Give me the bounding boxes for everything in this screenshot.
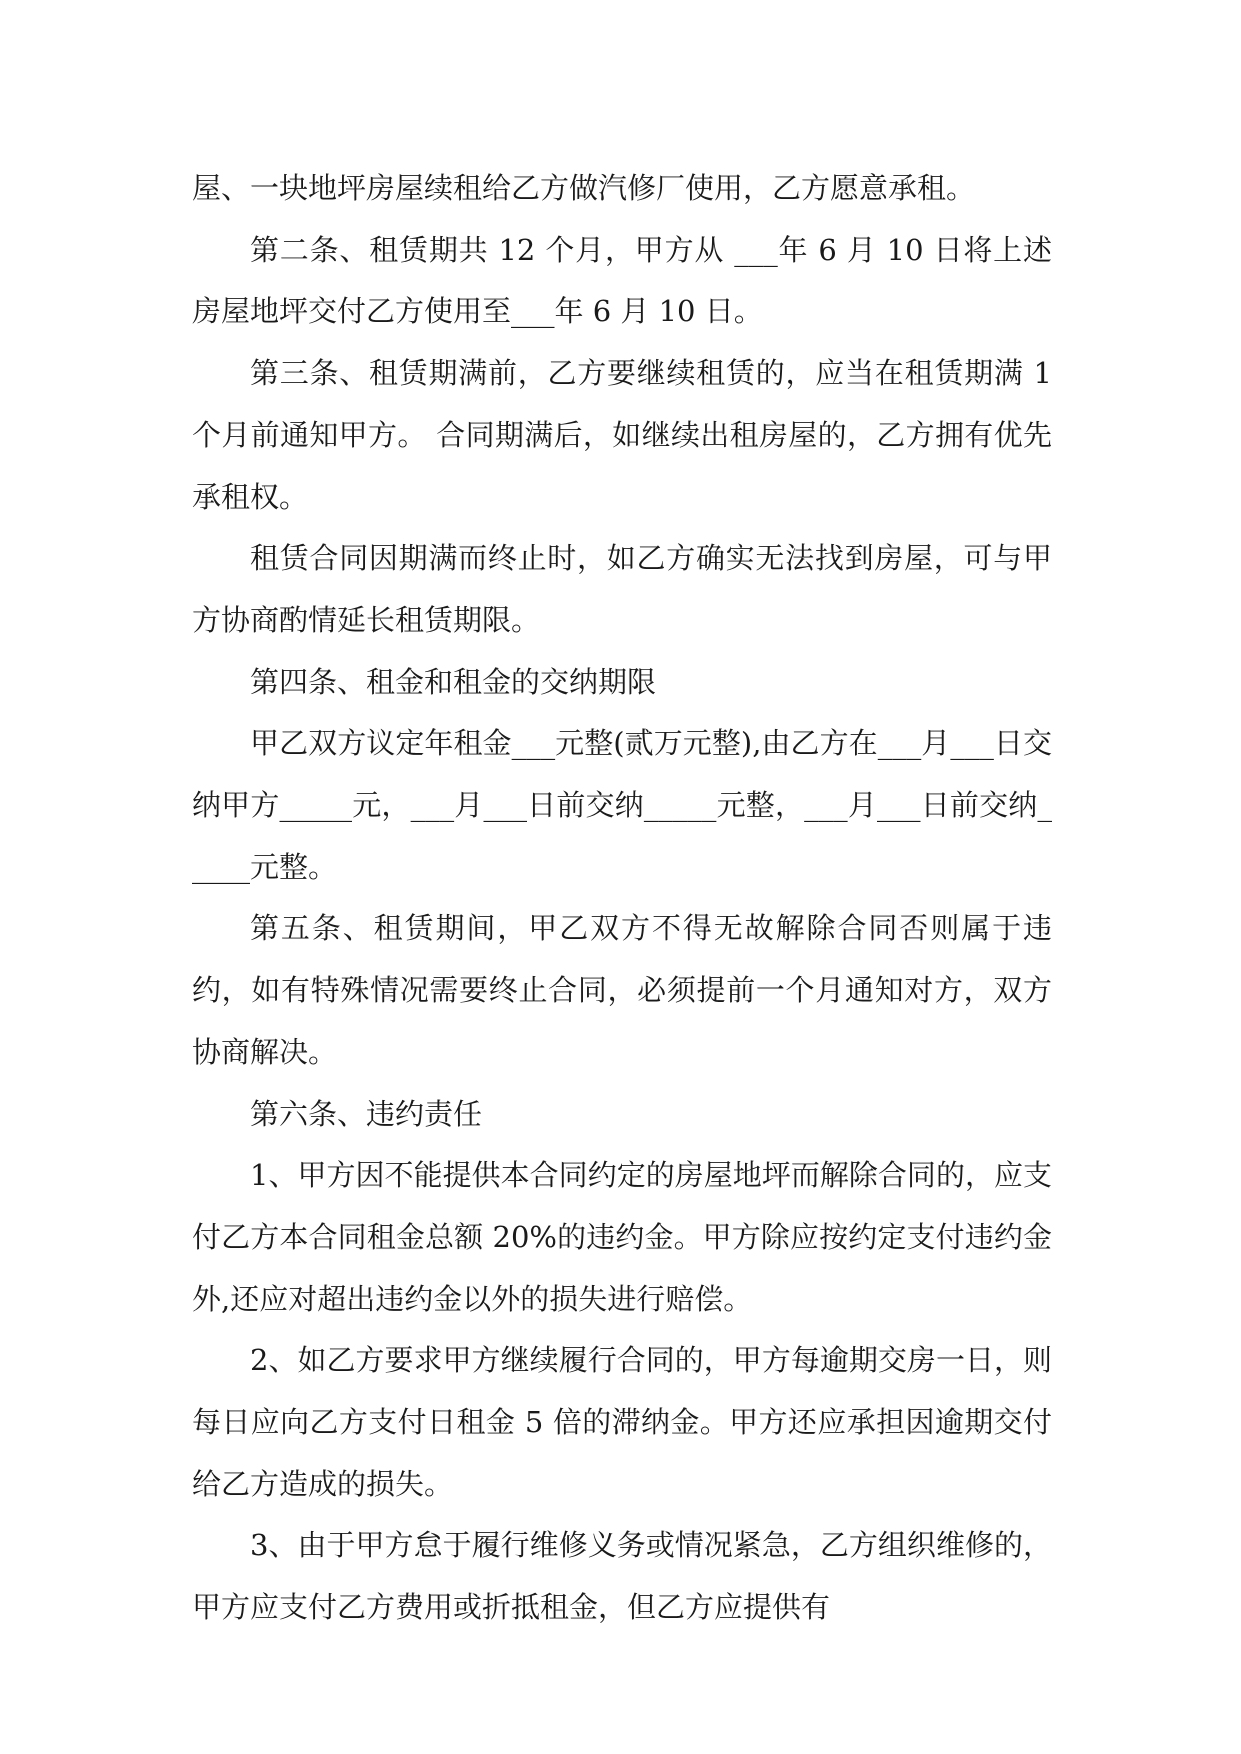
paragraph-liability-3: 3、由于甲方怠于履行维修义务或情况紧急，乙方组织维修的，甲方应支付乙方费用或折抵租金，但乙方应提供有: [192, 1528, 1052, 1625]
paragraph-article-2: 第二条、租赁期共 12 个月，甲方从 ___年 6 月 10 日将上述房屋地坪交付乙方使用至___年 6 月 10 日。: [192, 232, 1052, 329]
paragraph-lease-extension: 租赁合同因期满而终止时，如乙方确实无法找到房屋，可与甲方协商酌情延长租赁期限。: [192, 541, 1052, 637]
paragraph-continuation: 屋、一块地坪房屋续租给乙方做汽修厂使用，乙方愿意承租。: [192, 171, 976, 205]
paragraph-rent-payment: 甲乙双方议定年租金___元整(贰万元整),由乙方在___月___日交纳甲方_____元，___月___日前交纳_____元整，___月___日前交纳_____元整。: [192, 726, 1052, 884]
heading-article-6: 第六条、违约责任: [250, 1096, 483, 1131]
paragraph-liability-1: 1、甲方因不能提供本合同约定的房屋地坪而解除合同的，应支付乙方本合同租金总额 20%的违约金。甲方除应按约定支付违约金外,还应对超出违约金以外的损失进行赔偿。: [192, 1158, 1052, 1316]
paragraph-article-3: 第三条、租赁期满前，乙方要继续租赁的，应当在租赁期满 1 个月前通知甲方。 合同期满后，如继续出租房屋的，乙方拥有优先承租权。: [192, 356, 1062, 514]
heading-article-4: 第四条、租金和租金的交纳期限: [250, 664, 657, 699]
paragraph-article-5: 第五条、租赁期间，甲乙双方不得无故解除合同否则属于违约，如有特殊情况需要终止合同，必须提前一个月通知对方，双方协商解决。: [192, 911, 1052, 1069]
document-body: [192, 158, 1062, 1639]
paragraph-liability-2: 2、如乙方要求甲方继续履行合同的，甲方每逾期交房一日，则每日应向乙方支付日租金 5 倍的滞纳金。甲方还应承担因逾期交付给乙方造成的损失。: [192, 1343, 1052, 1501]
